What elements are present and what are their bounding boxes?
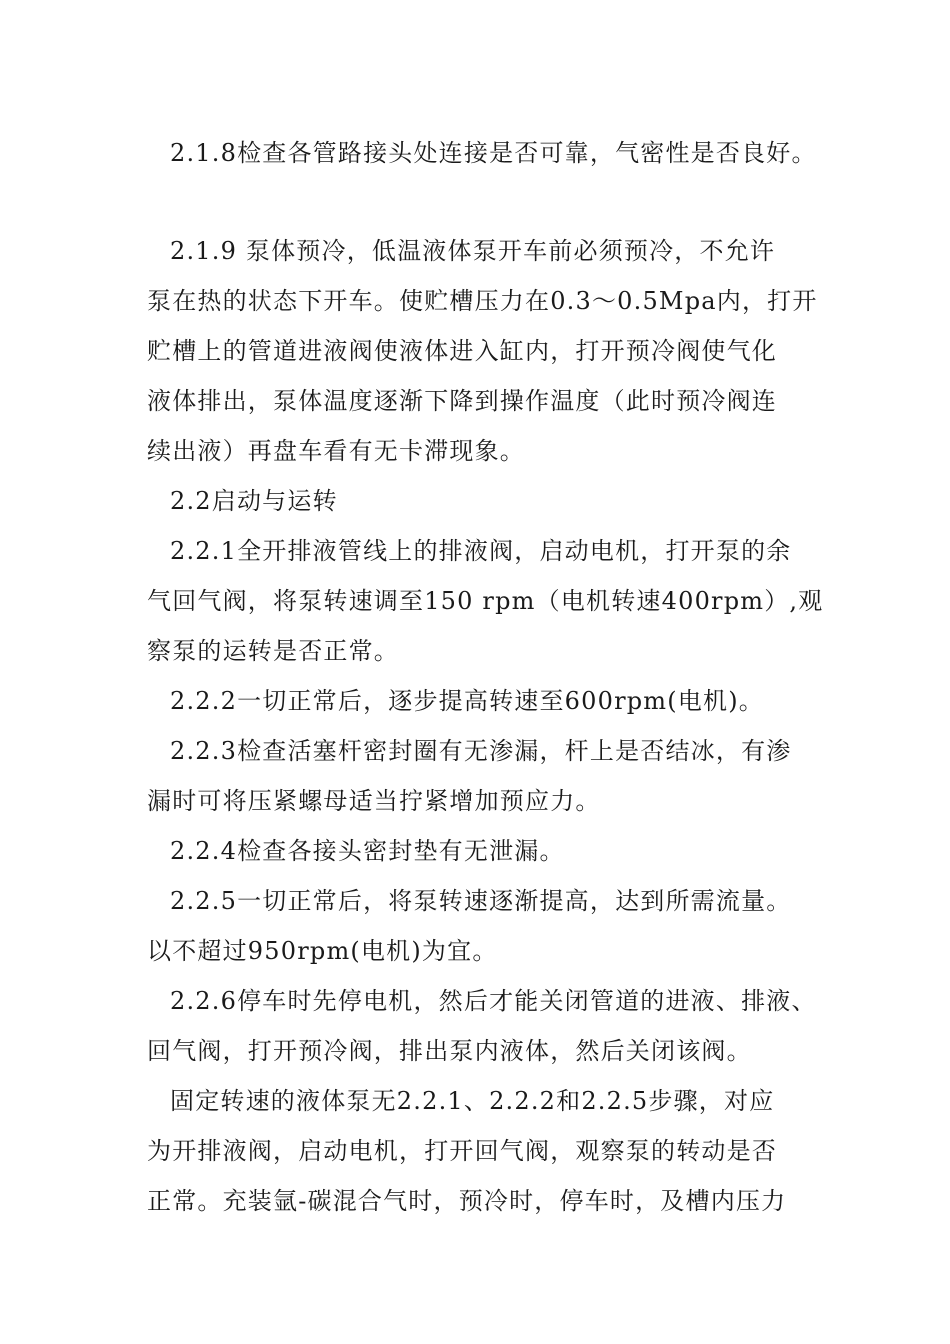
- paragraph-2-1-9-line-1: 2.1.9 泵体预冷，低温液体泵开车前必须预冷，不允许: [170, 237, 776, 265]
- paragraph-2-2-1-line-3: 察泵的运转是否正常。: [147, 637, 399, 665]
- paragraph-2-1-9-line-5: 续出液）再盘车看有无卡滞现象。: [147, 437, 525, 465]
- paragraph-2-2-5-line-1: 2.2.5一切正常后，将泵转速逐渐提高，达到所需流量。: [170, 887, 792, 915]
- section-heading-2-2: 2.2启动与运转: [170, 487, 338, 515]
- paragraph-2-2-3-line-1: 2.2.3检查活塞杆密封圈有无渗漏，杆上是否结冰，有渗: [170, 737, 792, 765]
- paragraph-2-2-3-line-2: 漏时可将压紧螺母适当拧紧增加预应力。: [147, 787, 601, 815]
- paragraph-2-2-1-line-1: 2.2.1全开排液管线上的排液阀，启动电机，打开泵的余: [170, 537, 792, 565]
- paragraph-2-1-9-line-2: 泵在热的状态下开车。使贮槽压力在0.3～0.5Mpa内，打开: [147, 287, 818, 315]
- paragraph-2-2-4: 2.2.4检查各接头密封垫有无泄漏。: [170, 837, 565, 865]
- paragraph-2-2-1-line-2: 气回气阀，将泵转速调至150 rpm（电机转速400rpm）,观: [147, 587, 824, 615]
- paragraph-fixed-speed-line-1: 固定转速的液体泵无2.2.1、2.2.2和2.2.5步骤，对应: [170, 1087, 775, 1115]
- paragraph-2-1-9-line-4: 液体排出，泵体温度逐渐下降到操作温度（此时预冷阀连: [147, 387, 777, 415]
- paragraph-2-2-5-line-2: 以不超过950rpm(电机)为宜。: [147, 937, 498, 965]
- paragraph-fixed-speed-line-3: 正常。充装氩-碳混合气时，预冷时，停车时，及槽内压力: [147, 1187, 787, 1215]
- paragraph-2-2-6-line-1: 2.2.6停车时先停电机，然后才能关闭管道的进液、排液、: [170, 987, 817, 1015]
- paragraph-2-2-6-line-2: 回气阀，打开预冷阀，排出泵内液体，然后关闭该阀。: [147, 1037, 752, 1065]
- paragraph-2-2-2: 2.2.2一切正常后，逐步提高转速至600rpm(电机)。: [170, 687, 764, 715]
- paragraph-fixed-speed-line-2: 为开排液阀，启动电机，打开回气阀，观察泵的转动是否: [147, 1137, 777, 1165]
- paragraph-2-1-9-line-3: 贮槽上的管道进液阀使液体进入缸内，打开预冷阀使气化: [147, 337, 777, 365]
- paragraph-2-1-8: 2.1.8检查各管路接头处连接是否可靠，气密性是否良好。: [170, 139, 817, 167]
